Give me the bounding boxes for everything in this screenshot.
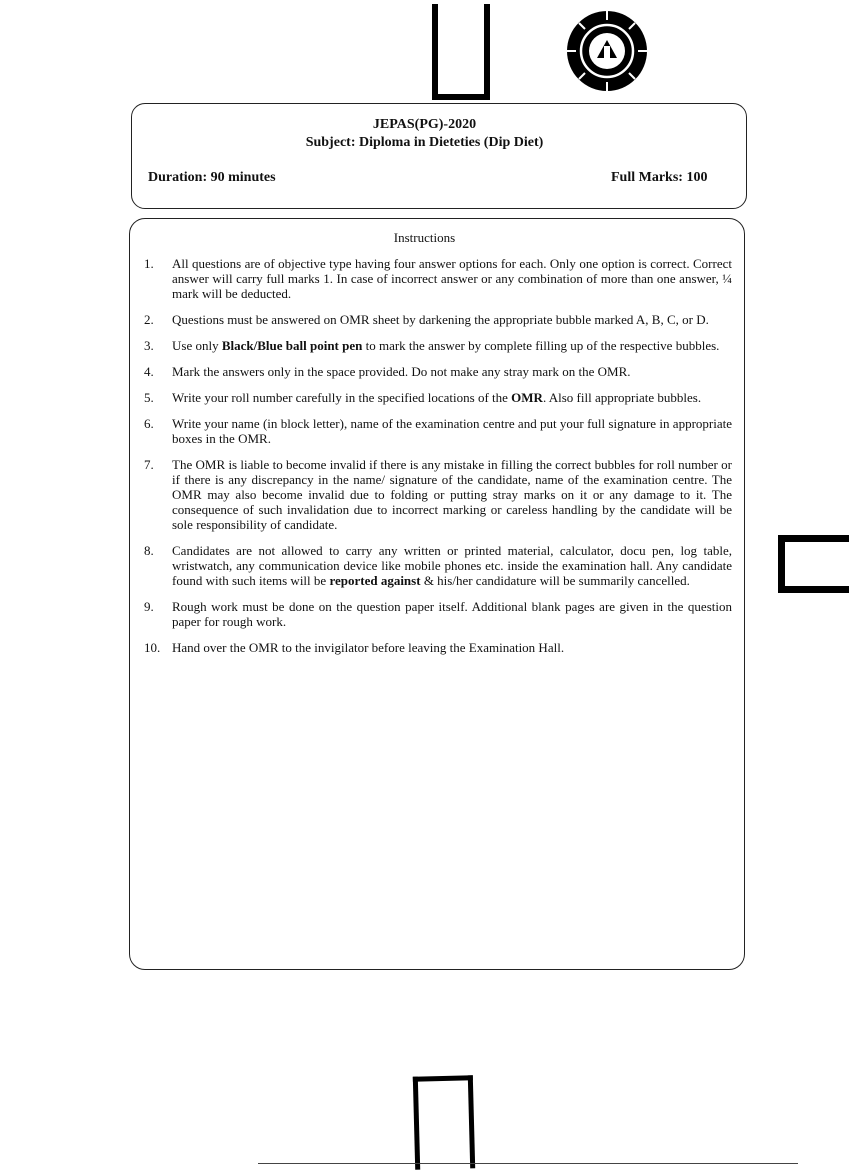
instruction-number: 10. (144, 640, 161, 655)
institution-seal-icon (564, 8, 650, 94)
instruction-text: The OMR is liable to become invalid if there is any mistake in filling the correct bubbles for roll number or if there is any discrepancy in the name/ signature of the candidate, name of the examination centre. The OMR may also become invalid due to folding or putting stray marks on it or any damage to it. The consequence of such invalidation due to incorrect marking or careless handling by the candidate will be sole responsibility of candidate. (172, 457, 732, 532)
instruction-text-part: . Also fill appropriate bubbles. (542, 390, 702, 405)
instruction-number: 3. (144, 338, 154, 353)
instruction-item (144, 599, 732, 629)
instruction-text: All questions are of objective type having four answer options for each. Only one option is correct. Correct answer will carry full marks 1. In case of incorrect answer or any combination of more than one answer, ¼ mark will be deducted. (172, 256, 732, 301)
instruction-text-part: Candidates are not allowed to carry any written or printed material, calculator, docu pen, log table, wristwatch, any communication device like mobile phones etc. inside the examination hall. Any candidate found with such items will be (172, 543, 732, 588)
full-marks-label: Full Marks: 100 (611, 170, 708, 185)
instruction-text-bold: OMR (511, 390, 543, 405)
instruction-number: 1. (144, 256, 154, 271)
instruction-item (144, 457, 732, 532)
instruction-item (144, 256, 732, 301)
instruction-text: Questions must be answered on OMR sheet by darkening the appropriate bubble marked A, B, C, or D. (172, 312, 709, 327)
instruction-text: Mark the answers only in the space provided. Do not make any stray mark on the OMR. (172, 364, 631, 379)
instruction-text-part: & his/her candidature will be summarily cancelled. (420, 573, 690, 588)
registration-mark-side (778, 535, 849, 593)
bottom-rule (258, 1163, 798, 1164)
instruction-number: 6. (144, 416, 154, 431)
instruction-text: Rough work must be done on the question paper itself. Additional blank pages are given in the question paper for rough work. (172, 599, 732, 629)
instruction-number: 4. (144, 364, 154, 379)
instruction-number: 8. (144, 543, 154, 558)
instruction-number: 2. (144, 312, 154, 327)
instruction-item (144, 543, 732, 588)
subject-line: Subject: Diploma in Dieteties (Dip Diet) (305, 135, 544, 150)
instructions-title: Instructions (393, 230, 456, 245)
instruction-number: 9. (144, 599, 154, 614)
registration-mark-top (432, 4, 490, 100)
instruction-item (144, 364, 732, 379)
exam-title: JEPAS(PG)-2020 (372, 117, 477, 132)
registration-mark-bottom (413, 1075, 475, 1170)
instruction-item (144, 338, 732, 353)
instructions-list (144, 256, 732, 666)
instruction-item (144, 312, 732, 327)
instruction-item (144, 416, 732, 446)
instruction-text (172, 390, 732, 405)
instruction-text-bold: Black/Blue ball point pen (221, 338, 363, 353)
instruction-text (172, 543, 732, 588)
instruction-text: Write your name (in block letter), name of the examination centre and put your full signature in appropriate boxes in the OMR. (172, 416, 732, 446)
instruction-text (172, 338, 732, 353)
instruction-item (144, 390, 732, 405)
instruction-number: 7. (144, 457, 154, 472)
instruction-text-part: Use only (172, 338, 222, 353)
duration-label: Duration: 90 minutes (148, 170, 276, 185)
instruction-text-part: to mark the answer by complete filling up of the respective bubbles. (362, 338, 720, 353)
instruction-number: 5. (144, 390, 154, 405)
instruction-text-part: Write your roll number carefully in the specified locations of the (172, 390, 512, 405)
instruction-item (144, 640, 732, 655)
instruction-text: Hand over the OMR to the invigilator before leaving the Examination Hall. (172, 640, 565, 655)
instruction-text-bold: reported against (329, 573, 421, 588)
